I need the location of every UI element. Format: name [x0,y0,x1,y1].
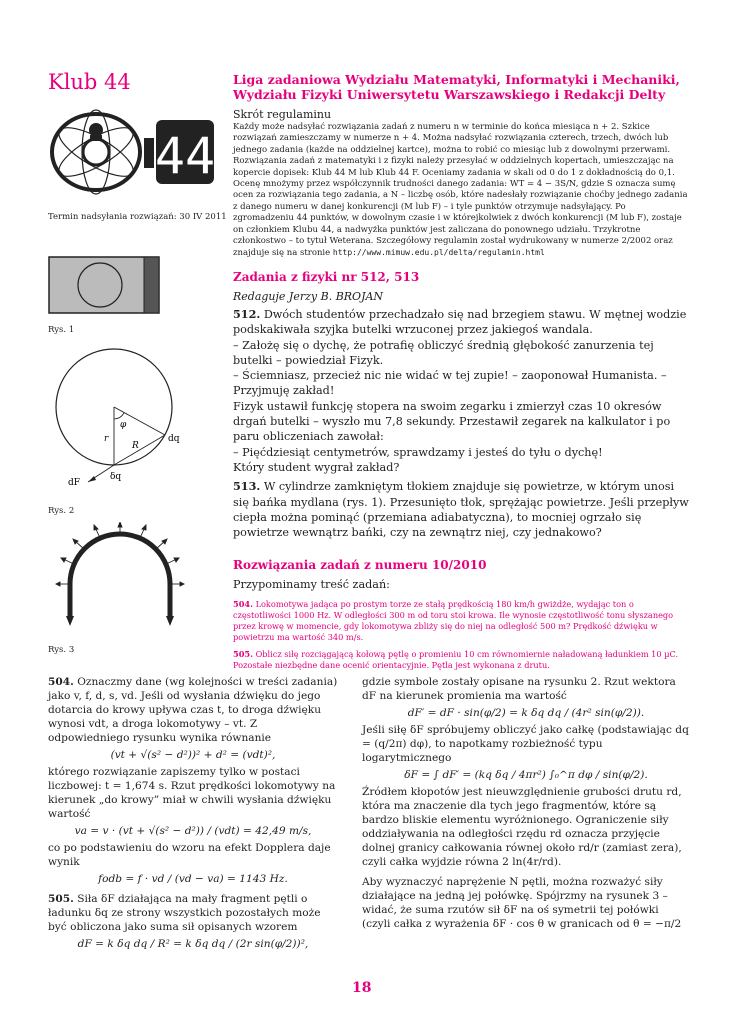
right-paragraph-4: Aby wyznaczyć naprężenie N pętli, można rozważyć siły działające na jedną jej połówkę. Spójrzmy na rysunek 3 – widać, że suma rzutów sił δF na oś symetrii tej połówki (czyli całka z wyrażenia δF · cos θ w granicach od θ = −π/2 [362,876,682,930]
equation-3: fodb = f · vd / (vd − va) = 1143 Hz. [98,873,288,885]
rules-body [233,122,688,260]
figure-3-caption: Rys. 3 [48,645,75,655]
label-dq: dq [168,434,180,444]
problem-512-line-c: – Ściemniasz, przecież nic nie widać w tej zupie! – zaoponował Humanista. – Przyjmuję zakład! [233,369,667,398]
label-dF: dF [68,478,81,488]
rules-text: Każdy może nadsyłać rozwiązania zadań z numeru n w terminie do końca miesiąca n + 2. Szkice rozwiązań zamieszczamy w numerze n + 4. Można nadsyłać rozwiązania czterech, trzech, dwóch lub jednego zadania (każde na oddzielnej kartce), można to robić co miesiąc lub z dowolnymi przerwami. Rozwiązania zadań z matematyki i z fizyki należy przesyłać w oddzielnych kopertach, umieszczając na kopercie dopisek: Klub 44 M lub Klub 44 F. Oceniamy zadania w skali od 0 do 1 z dokładnością do 0,1. Ocenę mnożymy przez współczynnik trudności danego zadania: WT = 4 − 3S/N, gdzie S oznacza sumę ocen za rozwiązania tego zadania, a N – liczbę osób, które nadesłały rozwiązanie choćby jednego zadania z danego numeru w danej konkurencji (M lub F) – i tyle punktów otrzymuje nadsyłający. Po zgromadzeniu 44 punktów, w dowolnym czasie i w którejkolwiek z dwóch konkurencji (M lub F), zostaje on członkiem Klubu 44, a nadwyżka punktów jest zaliczana do ponownego udziału. Trzykrotne członkostwo – to tytuł Weterana. Szczegółowy regulamin został wydrukowany w numerze 2/2002 oraz znajduje się na stronie [233,122,688,259]
quoted-problem-504: 504. Lokomotywa jadąca po prostym torze ze stałą prędkością 180 km/h gwiżdże, wydając ton o częstotliwości 1000 Hz. W odległości 300 m od toru stoi krowa. Ile wynosie częstotliwość tonu słyszanego przez krowę w momencie, gdy lokomotywa zbliży się do niej na odległość 500 m? Prędkość dźwięku w powietrzu ma wartość 340 m/s. [233,599,674,642]
problem-512-question: Który student wygrał zakład? [233,460,400,474]
right-paragraph-3: Źródłem kłopotów jest nieuwzględnienie grubości drutu rd, która ma znaczenie dla tych jego fragmentów, które są bardzo bliskie elementu wyróżnionego. Ograniczenie siły oddziaływania na odległości rzędu rd oznacza przyjęcie dolnej granicy całkowania równej około rd/r (zamiast zera), czyli całka wyjdzie równa 2 ln(4r/rd). [362,786,682,868]
figure-1 [48,256,160,318]
problem-512-line-d: Fizyk ustawił funkcję stopera na swoim zegarku i zmierzył czas 10 okresów drgań butelki – wyszło mu 7,8 sekundy. Przestawił zegarek na kalkulator i po paru obliczeniach zawołał: [233,399,671,444]
label-phi: φ [120,420,127,430]
rules-title: Skrót regulaminu [233,108,332,121]
klub-logo [48,100,218,204]
problem-512-line-b: – Założę się o dychę, że potrafię obliczyć średnią głębokość zanurzenia tej butelki – powiedział Fizyk. [233,338,654,367]
klub-logo-graphic [48,100,218,200]
league-line-1: Liga zadaniowa Wydziału Matematyki, Informatyki i Mechaniki, [233,72,680,87]
figure-1-caption: Rys. 1 [48,325,75,335]
editor-line: Redaguje Jerzy B. BROJAN [233,290,384,303]
problem-512-line-e: – Pięćdziesiąt centymetrów, sprawdzamy i jesteś do tyłu o dychę! [233,445,603,459]
label-deltaq: δq [110,472,122,482]
solutions-section-title: Rozwiązania zadań z numeru 10/2010 [233,558,487,572]
physics-problems [233,307,690,540]
logo-digits: 44 [154,127,216,185]
right-paragraph-2: Jeśli siłę δF spróbujemy obliczyć jako całkę (podstawiając dq = (q/2π) dφ), to napotkamy rozbieżność typu logarytmicznego [362,724,689,764]
solution-505-part-a: 505. Siła δF działająca na mały fragment pętli o ładunku δq ze strony wszystkich pozostałych może być obliczona jako suma sił opisanych wzorem [48,893,321,933]
solution-504-part-a: 504. Oznaczmy dane (wg kolejności w treści zadania) jako v, f, d, s, vd. Jeśli od wysłania dźwięku do jego dotarcia do krowy upływa czas t, to droga dźwięku wynosi vdt, a droga lokomotywy – vt. Z odpowiedniego rysunku wynika równanie [48,676,338,744]
solution-504-part-c: co po podstawieniu do wzoru na efekt Dopplera daje wynik [48,842,331,868]
circle-geometry-diagram [48,345,198,495]
cylinder-diagram [48,256,160,314]
figure-3 [40,522,200,631]
equation-6: δF = ∫ dF′ = (kq δq / 4πr²) ∫₀^π dφ / sin(φ/2). [404,769,648,781]
label-R: R [132,441,139,451]
solutions-reminder: Przypominamy treść zadań: [233,578,390,591]
solution-right-column [362,675,690,931]
physics-section-title: Zadania z fizyki nr 512, 513 [233,270,420,284]
equation-5: dF′ = dF · sin(φ/2) = k δq dq / (4r² sin(φ/2)). [407,707,645,719]
problem-513: 513. W cylindrze zamkniętym tłokiem znajduje się powietrze, w którym unosi się bańka mydlana (rys. 1). Przesunięto tłok, sprężając powietrze. Jeśli przepływ ciepła można pominąć (przemiana adiabatyczna), to mocniej ogrzało się powietrze wewnątrz bańki, czy na zewnątrz niej, czy jednakowo? [233,479,689,540]
quoted-problem-505: 505. Oblicz siłę rozciągającą kołową pętlę o promieniu 10 cm równomiernie naładowaną ładunkiem 10 µC. Pozostałe niezbędne dane ocenić orientacyjnie. Pętla jest wykonana z drutu. [233,649,679,670]
figure-2-caption: Rys. 2 [48,506,75,516]
figure-2 [48,345,198,499]
equation-2: va = v · (vt + √(s² − d²)) / (vdt) = 42,49 m/s, [74,825,312,837]
rules-url[interactable]: http://www.mimuw.edu.pl/delta/regulamin.html [332,248,545,258]
deadline: Termin nadsyłania rozwiązań: 30 IV 2011 [48,212,227,222]
solution-504-part-b: którego rozwiązanie zapiszemy tylko w postaci liczbowej: t = 1,674 s. Rzut prędkości lokomotywy na kierunek „do krowy” miał w chwili wysłania dźwięku wartość [48,766,336,820]
league-line-2: Wydziału Fizyki Uniwersytetu Warszawskiego i Redakcji Delty [233,87,666,102]
quoted-problems [233,599,690,677]
right-paragraph-1: gdzie symbole zostały opisane na rysunku 2. Rzut wektora dF na kierunek promienia ma wartość [362,676,676,702]
klub-title: Klub 44 [48,70,131,94]
equation-4: dF = k δq dq / R² = k δq dq / (2r sin(φ/2))², [77,938,309,950]
half-loop-diagram [40,522,200,627]
league-title [233,72,688,102]
page-number: 18 [352,980,372,996]
equation-1: (vt + √(s² − d²))² + d² = (vdt)², [110,749,276,761]
solution-left-column [48,675,338,954]
problem-512-intro: 512. Dwóch studentów przechadzało się nad brzegiem stawu. W mętnej wodzie podskakiwała szyjka butelki wrzuconej przez jakiegoś wandala. [233,307,687,337]
label-r: r [104,434,109,444]
